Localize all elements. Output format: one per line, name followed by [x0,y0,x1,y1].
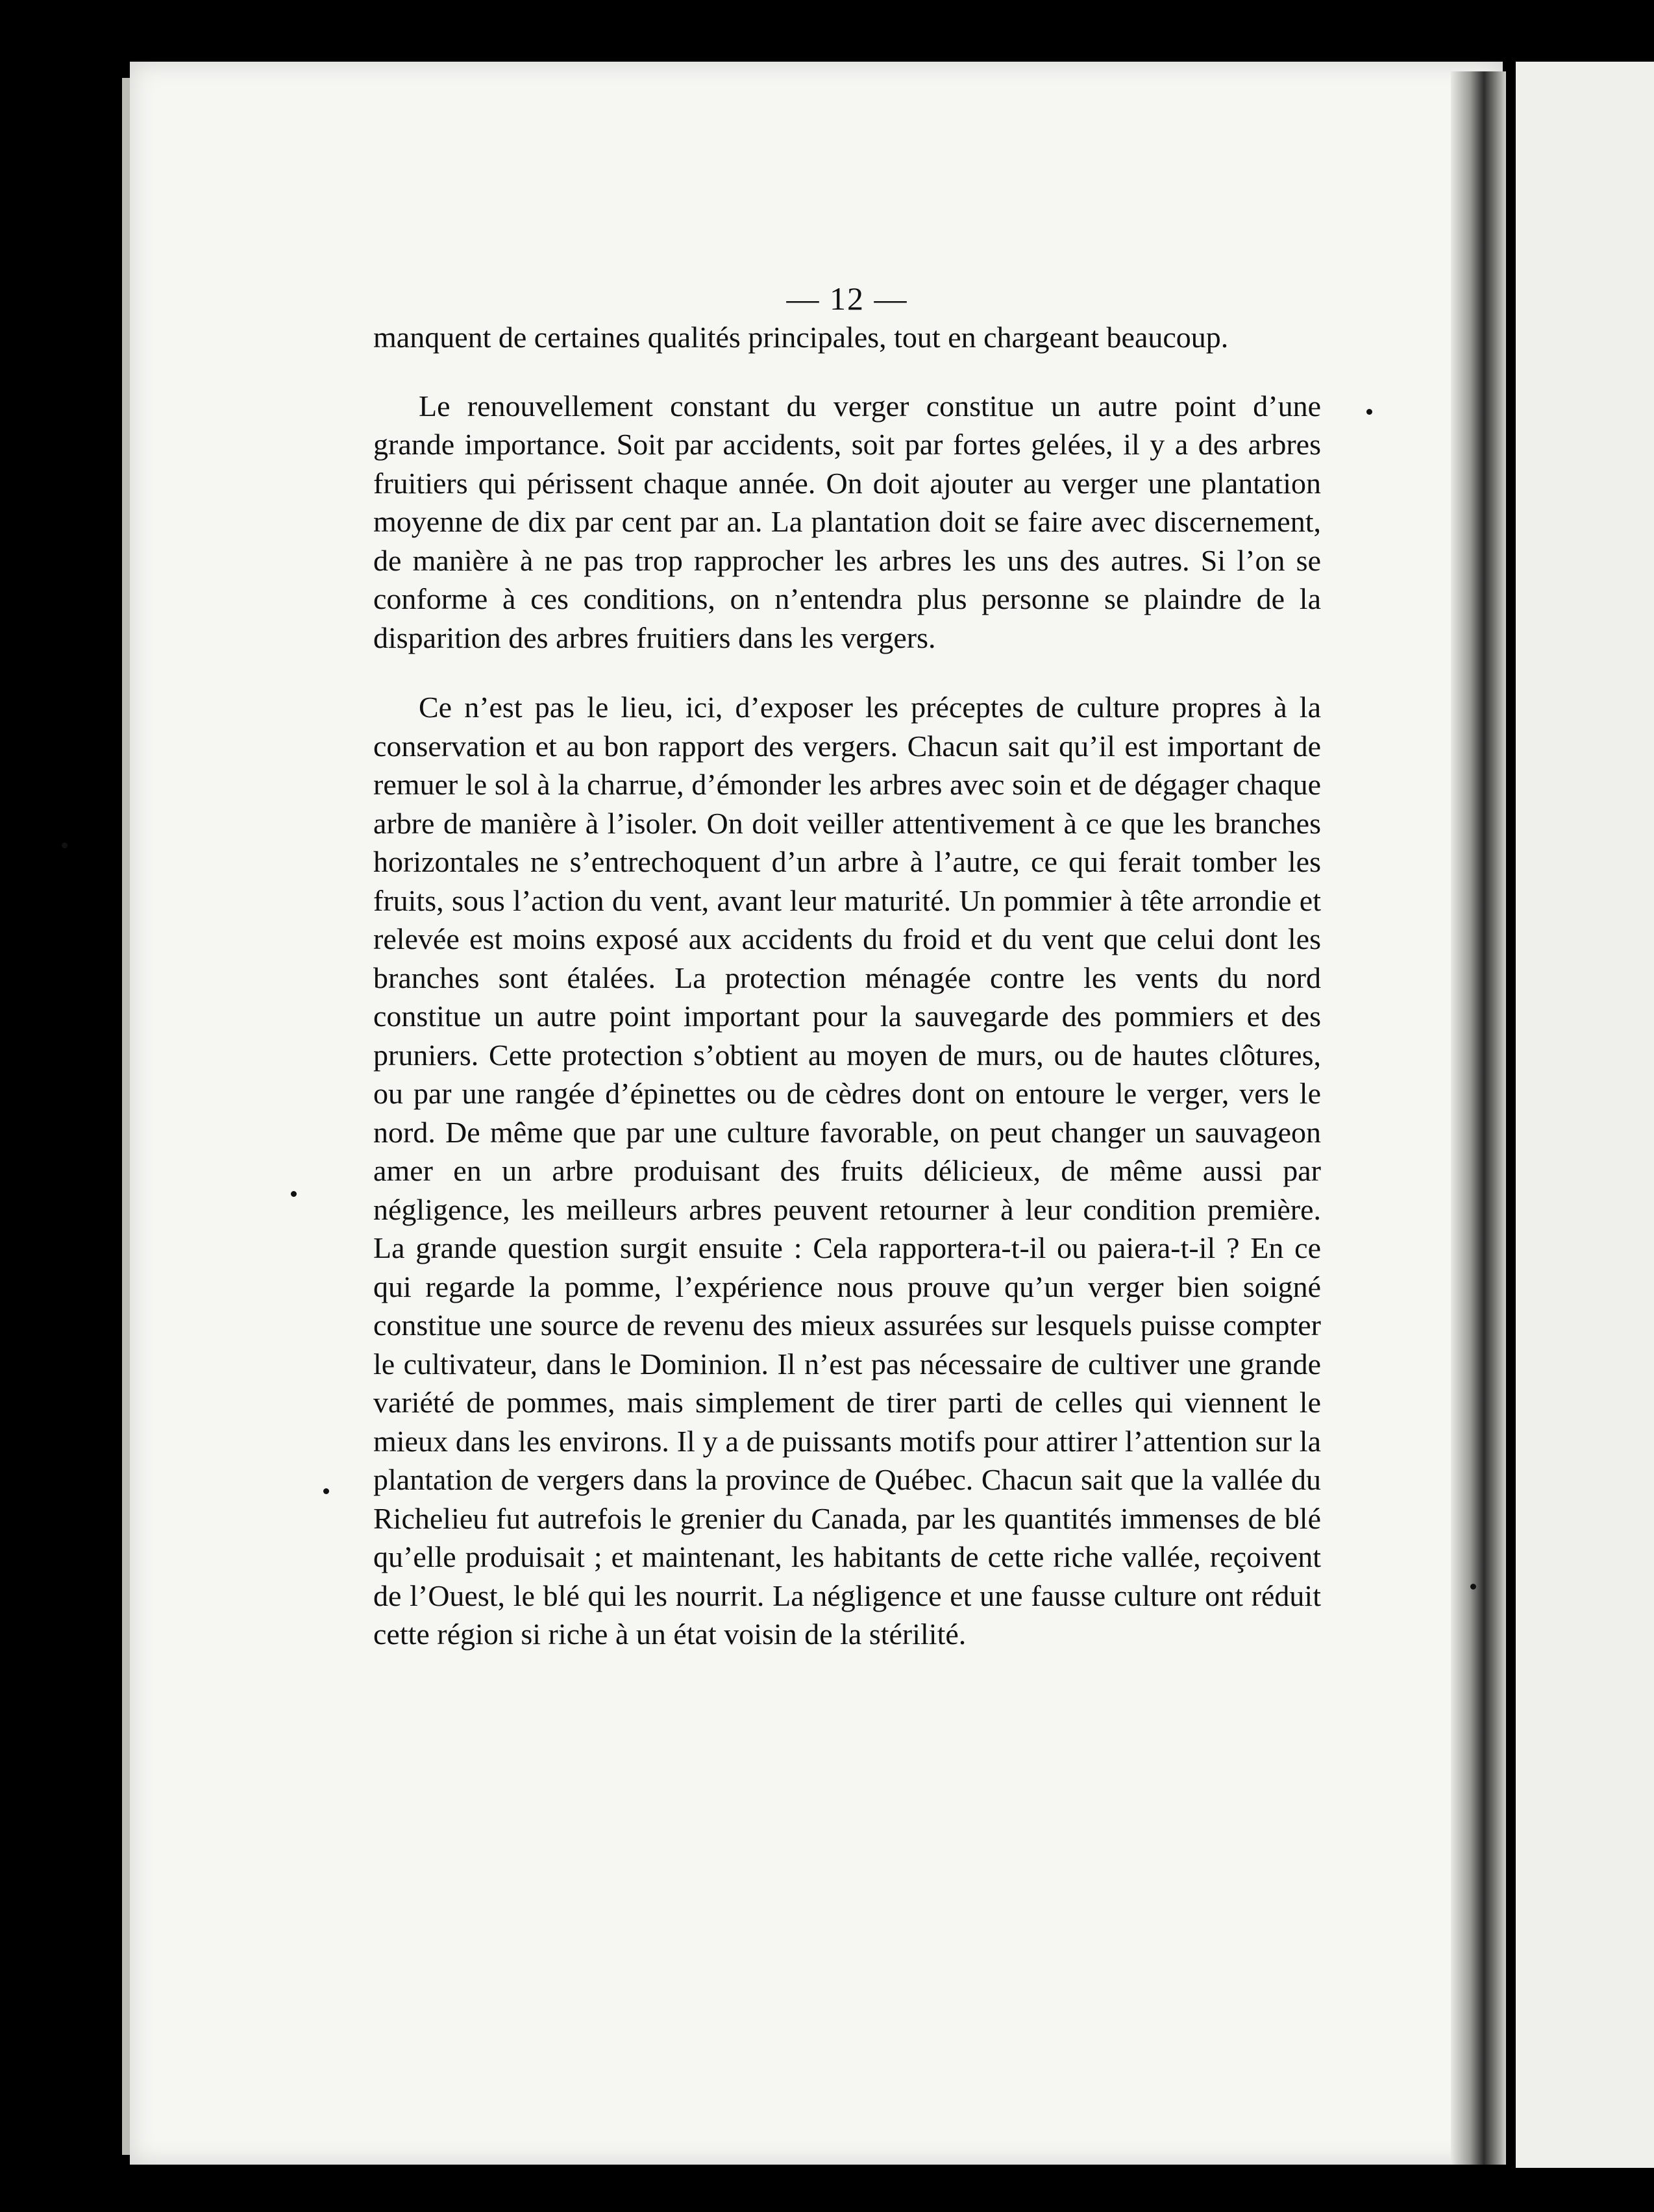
scan-speck [1366,409,1372,415]
page-text [373,279,1321,1654]
paragraph: manquent de certaines qualités principales, tout en chargeant beaucoup. [373,321,1229,354]
scan-speck [1470,1584,1476,1590]
page-number: — 12 — [786,280,908,317]
scan-speck [62,842,68,848]
scan-speck [291,1191,297,1197]
paragraph: Le renouvellement constant du verger constitue un autre point d’une grande importance. Soit par accidents, soit par fortes gelées, il y a des arbres fruitiers qui périssent chaque année. On doit ajouter au verger une plantation moyenne de dix par cent par an. La plantation doit se faire avec discernement, de manière à ne pas trop rapprocher les arbres les uns des autres. Si l’on se conforme à ces conditions, on n’entendra plus personne se plaindre de la disparition des arbres fruitiers dans les vergers. [373,389,1321,654]
adjacent-page-edge [1516,62,1654,2168]
page-fold-shadow [1451,71,1506,2165]
scan-speck [323,1488,329,1494]
page-edge [122,78,130,2155]
paragraph: Ce n’est pas le lieu, ici, d’exposer les préceptes de culture propres à la conservation et au bon rapport des vergers. Chacun sait qu’il est important de remuer le sol à la charrue, d’émonder les arbres avec soin et de dégager chaque arbre de manière à l’isoler. On doit veiller attentivement à ce que les branches horizontales ne s’entrechoquent d’un arbre à l’autre, ce qui ferait tomber les fruits, sous l’action du vent, avant leur maturité. Un pommier à tête arrondie et relevée est moins exposé aux accidents du froid et du vent que celui dont les branches sont étalées. La protection ménagée contre les vents du nord constitue un autre point important pour la sauvegarde des pommiers et des pruniers. Cette protection s’obtient au moyen de murs, ou de hautes clôtures, ou par une rangée d’épinettes ou de cèdres dont on entoure le verger, vers le nord. De même que par une culture favorable, on peut changer un sauvageon amer en un arbre produisant des fruits délicieux, de même aussi par négligence, les meilleurs arbres peuvent retourner à leur condition première. La grande question surgit ensuite : Cela rapportera-t-il ou paiera-t-il ? En ce qui regarde la pomme, l’expérience nous prouve qu’un verger bien soigné constitue une source de revenu des mieux assurées sur lesquels puisse compter le cultivateur, dans le Dominion. Il n’est pas nécessaire de cultiver une grande variété de pommes, mais simplement de tirer parti de celles qui viennent le mieux dans les environs. Il y a de puissants motifs pour attirer l’attention sur la plantation de vergers dans la province de Québec. Chacun sait que la vallée du Richelieu fut autrefois le grenier du Canada, par les quantités immenses de blé qu’elle produisait ; et maintenant, les habitants de cette riche vallée, reçoivent de l’Ouest, le blé qui les nourrit. La négligence et une fausse culture ont réduit cette région si riche à un état voisin de la stérilité. [373,691,1321,1651]
